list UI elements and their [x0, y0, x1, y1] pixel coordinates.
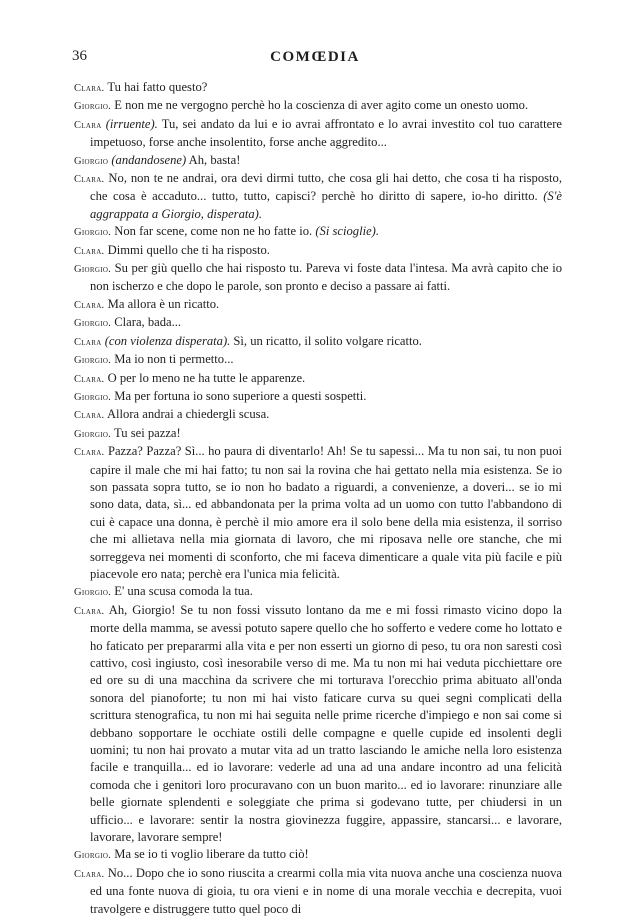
dialogue-line — [74, 116, 562, 152]
dialogue-line — [74, 333, 562, 351]
dialogue-line — [74, 351, 562, 369]
dialogue-line — [74, 602, 562, 847]
dialogue-text: Ma io non ti permetto... — [114, 352, 234, 367]
dialogue-text: Clara, bada... — [114, 315, 182, 330]
dialogue-text: O per lo meno ne ha tutte le apparenze. — [107, 370, 306, 385]
dialogue-text: Ma per fortuna io sono superiore a questi sospetti. — [114, 388, 367, 403]
dialogue-text: Non far scene, come non ne ho fatte io. — [114, 224, 316, 239]
dialogue-text: E' una scusa comoda la tua. — [114, 584, 253, 599]
dialogue-line — [74, 296, 562, 314]
speaker-name: Clara. — [74, 245, 105, 257]
stage-direction: (irruente). — [105, 116, 158, 131]
stage-direction-end: (S'è aggrappata a Giorgio, disperata). — [90, 189, 562, 221]
stage-direction: (con violenza disperata). — [104, 333, 231, 348]
dialogue-text: Tu hai fatto questo? — [107, 80, 208, 94]
speaker-name: Giorgio — [74, 155, 109, 167]
dialogue-text: Su per giù quello che hai risposto tu. Pareva vi foste data l'intesa. Ma avrà capito che io non ischerzo e che dopo le parole, son pronto e deciso a passare ai fatti. — [90, 261, 562, 294]
dialogue-text: Ah, Giorgio! Se tu non fossi vissuto lontano da me e mi fossi rimasto vicino dopo la morte della mamma, se avessi potuto sapere quello che ho sofferto e vedere come ho lottato e ho faticato per prepararmi alla vita e per non esserti un giorno di peso, tu ora non saresti così cattivo, così ingiusto, così inesorabile verso di me. Ma tu non mi hai veduta picchiettare ore ed ore su di una macchina da scrivere che mi torturava l'orecchio prima abituato all'onda sonora del pianoforte; tu non mi hai visto faticare curva su quei segni complicati della scrittura stenografica, tu non mi hai seguita nelle prime ricerche d'impiego e non sai come si debbano sopportare le occhiate ostili delle compagne e quelle cupide ed insolenti degli uomini; tu non hai provato a mutar vita ad un tratto lasciando le amiche nella loro esistenza facile e tranquilla... ed io lavorare: vederle ad una ad una andare incontro ad una felicità comoda che i genitori loro procuravano con un buon marito... ed io lavorare: rinunziare alle belle giornate splendenti e soleggiate che prima si godevano tutte, per chiudersi in un ufficio... e lavorare: sentir la nostra giovinezza fuggire, appassire, stancarsi... e lavorare, lavorare, lavorare sempre! — [90, 602, 562, 845]
speaker-name: Giorgio. — [74, 850, 112, 862]
dialogue-text: Allora andrai a chiedergli scusa. — [106, 407, 270, 422]
speaker-name: Clara. — [74, 174, 105, 186]
dialogue-text: Sì, un ricatto, il solito volgare ricatto. — [230, 333, 422, 348]
speaker-name: Clara. — [74, 605, 105, 617]
stage-direction: (andandosene) — [111, 152, 187, 167]
dialogue-text: No, non te ne andrai, ora devi dirmi tutto, che cosa gli hai detto, che cosa ti ha risposto, che cosa è accaduto... tutto, tutto, capisci? perchè ho diritto di sapere, io-ho diritto. — [90, 171, 562, 204]
dialogue-line — [74, 242, 562, 260]
speaker-name: Giorgio. — [74, 264, 112, 276]
speaker-name: Clara. — [74, 83, 105, 94]
speaker-name: Clara. — [74, 868, 105, 880]
speaker-name: Giorgio. — [74, 227, 112, 239]
speaker-name: Giorgio. — [74, 428, 112, 440]
dialogue-line — [74, 170, 562, 223]
dialogue-line — [74, 260, 562, 296]
speaker-name: Clara. — [74, 299, 105, 311]
speaker-name: Giorgio. — [74, 587, 112, 599]
speaker-name: Giorgio. — [74, 391, 112, 403]
dialogue-text: Ma allora è un ricatto. — [107, 296, 220, 311]
dialogue-line — [74, 865, 562, 918]
dialogue-text: Dimmi quello che ti ha risposto. — [107, 242, 270, 257]
speaker-name: Clara — [74, 119, 102, 131]
speaker-name: Giorgio. — [74, 318, 112, 330]
dialogue-line — [74, 223, 562, 241]
speaker-name: Clara. — [74, 373, 105, 385]
dialogue-line — [74, 370, 562, 388]
dialogue-line — [74, 425, 562, 443]
dialogue-text: Tu sei pazza! — [114, 425, 181, 440]
speaker-name: Clara. — [74, 410, 105, 422]
dialogue-text: No... Dopo che io sono riuscita a crearmi colla mia vita nuova anche una coscienza nuova ed una fonte nuova di gioia, tu ora vieni e in nome di una morale vecchia e decrepita, vuoi travolgere e distruggere tutto quel poco di — [90, 865, 562, 916]
dialogue-text: Pazza? Pazza? Sì... ho paura di diventarlo! Ah! Se tu sapessi... Ma tu non sai, tu non puoi capire il male che mi hai fatto; tu non sai la rovina che hai gettato nella mia esistenza. Se io son passata sopra tutto, se io non ho badato a riguardi, a convenienze, a doveri... se io mi sono data, data, sì... ed abbandonata per la prima volta ad un uomo con tutto l'abbandono di cui è capace una donna, è perchè il mio amore era il solo bene della mia esistenza, il sorriso che mi allietava nella mia giornata di lavoro, che mi riposava nelle ore stanche, che mi sorreggeva nei momenti di sconforto, che mi faceva dimenticare a quale vita più facile e più piacevole ero nata; perchè era l'unica mia felicità. — [90, 444, 563, 581]
dialogue-line — [74, 152, 562, 170]
dialogue-text: Ma se io ti voglio liberare da tutto ciò! — [114, 847, 309, 862]
speaker-name: Giorgio. — [74, 355, 112, 367]
dialogue-body — [74, 79, 562, 918]
dialogue-line — [74, 79, 562, 97]
dialogue-line — [74, 846, 562, 864]
dialogue-line — [74, 443, 562, 583]
dialogue-line — [74, 97, 562, 115]
dialogue-line — [74, 314, 562, 332]
speaker-name: Giorgio. — [74, 101, 112, 113]
dialogue-line — [74, 583, 562, 601]
stage-direction-end: (Si scioglie). — [315, 224, 379, 239]
dialogue-line — [74, 388, 562, 406]
dialogue-text: Ah, basta! — [186, 152, 241, 167]
page-header — [0, 48, 630, 70]
dialogue-text: E non me ne vergogno perchè ho la coscienza di aver agito come un onesto uomo. — [114, 98, 529, 113]
speaker-name: Clara — [74, 336, 102, 348]
journal-title: COMŒDIA — [270, 49, 360, 65]
dialogue-text: Tu, sei andato da lui e io avrai affrontato e lo avrai investito col tuo carattere impetuoso, forse anche insolentito, forse anche aggredito... — [90, 116, 562, 150]
speaker-name: Clara. — [74, 447, 105, 459]
page-number: 36 — [72, 48, 87, 64]
dialogue-line — [74, 406, 562, 424]
